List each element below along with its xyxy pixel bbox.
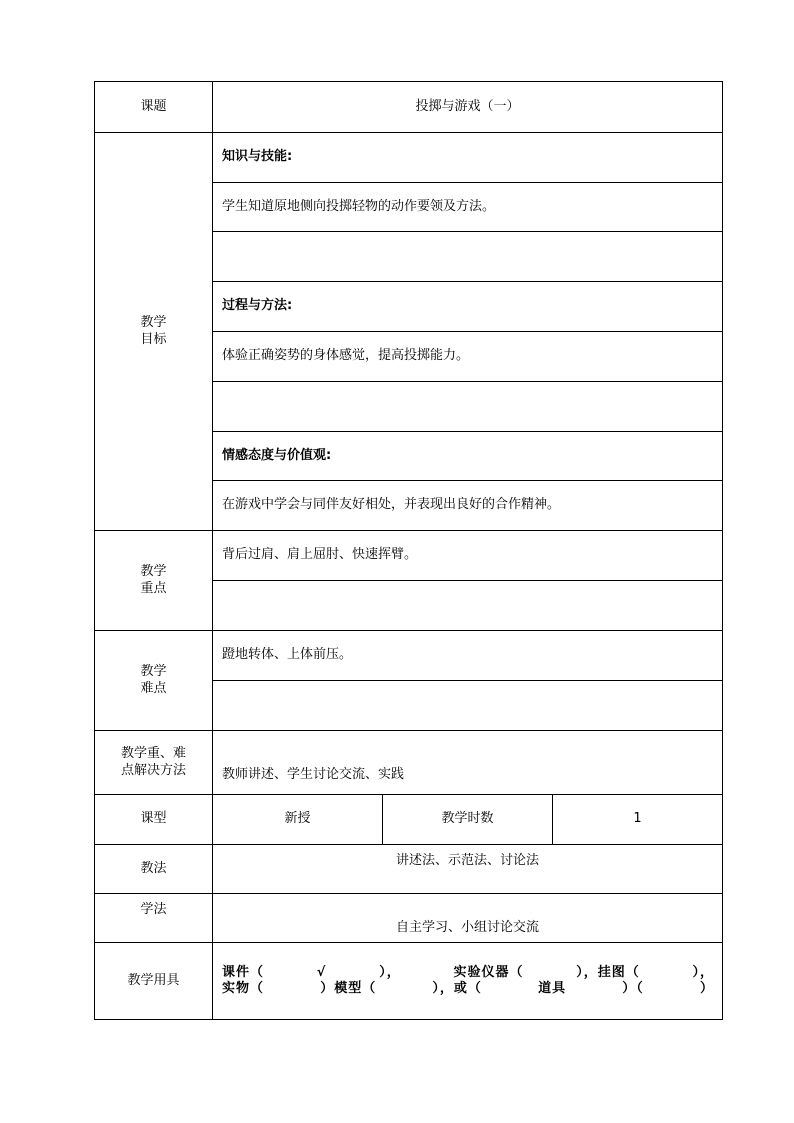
objectives-label-line2: 目标 <box>140 331 167 347</box>
tools-text: ）， <box>692 964 714 980</box>
learning-method-row <box>95 894 723 943</box>
solution-label <box>95 731 213 795</box>
difficulties-label-line1: 教学 <box>140 664 167 680</box>
teaching-method-row <box>95 845 723 894</box>
topic-row <box>95 82 723 133</box>
learning-method-value: 自主学习、小组讨论交流 <box>213 894 723 943</box>
process-text: 体验正确姿势的身体感觉，提高投掷能力。 <box>213 332 723 382</box>
empty-cell <box>213 382 723 432</box>
emotion-text: 在游戏中学会与同伴友好相处，并表现出良好的合作精神。 <box>213 481 723 531</box>
key-points-label-line1: 教学 <box>140 564 167 580</box>
lesson-type-row <box>95 795 723 845</box>
knowledge-heading: 知识与技能: <box>213 133 723 183</box>
objective-row <box>95 133 723 183</box>
objectives-label-line1: 教学 <box>140 315 167 331</box>
tools-text: ）（ <box>622 981 644 996</box>
difficulties-label <box>95 631 213 731</box>
lesson-type-label: 课型 <box>95 795 213 845</box>
teaching-method-value: 讲述法、示范法、讨论法 <box>213 845 723 894</box>
tools-text: 实物（ <box>222 981 265 996</box>
learning-method-label: 学法 <box>95 894 213 943</box>
topic-label: 课题 <box>95 82 213 133</box>
tools-text: 道具 <box>538 981 567 996</box>
hours-value: 1 <box>553 795 723 845</box>
difficulties-text: 蹬地转体、上体前压。 <box>213 631 723 681</box>
key-points-text: 背后过肩、肩上屈肘、快速挥臂。 <box>213 531 723 581</box>
lesson-type-value: 新授 <box>213 795 383 845</box>
process-heading: 过程与方法: <box>213 282 723 332</box>
difficulties-label-line2: 难点 <box>140 680 167 696</box>
tools-row <box>95 943 723 1020</box>
solution-text <box>213 731 723 795</box>
solution-label-line2: 点解决方法 <box>120 762 186 778</box>
objectives-label <box>95 133 213 531</box>
key-points-label <box>95 531 213 631</box>
lesson-plan-table <box>94 81 723 1020</box>
tools-label: 教学用具 <box>95 943 213 1020</box>
hours-label: 教学时数 <box>383 795 553 845</box>
topic-value: 投掷与游戏（一） <box>213 82 723 133</box>
tools-check-mark: √ <box>316 964 327 980</box>
teaching-method-label: 教法 <box>95 845 213 894</box>
tools-text: ），挂图（ <box>576 964 640 980</box>
empty-cell <box>213 581 723 631</box>
empty-cell <box>213 232 723 282</box>
tools-text: ），或（ <box>432 981 482 996</box>
tools-text: 实验仪器（ <box>453 964 524 980</box>
tools-content <box>213 943 723 1020</box>
tools-text: ）， <box>379 964 401 980</box>
empty-cell <box>213 681 723 731</box>
knowledge-text: 学生知道原地侧向投掷轻物的动作要领及方法。 <box>213 183 723 232</box>
solution-text-value: 教师讲述、学生讨论交流、实践 <box>222 767 405 783</box>
tools-line-2 <box>222 981 714 997</box>
tools-text: 课件（ <box>222 964 265 980</box>
tools-text: ）模型（ <box>320 981 377 996</box>
solution-row <box>95 731 723 795</box>
tools-line-1 <box>222 965 714 981</box>
key-points-label-line2: 重点 <box>140 580 167 596</box>
difficulties-row <box>95 631 723 681</box>
key-points-row <box>95 531 723 581</box>
emotion-heading: 情感态度与价值观: <box>213 432 723 481</box>
tools-text: ） <box>699 981 714 996</box>
solution-label-line1: 教学重、难 <box>120 746 186 762</box>
